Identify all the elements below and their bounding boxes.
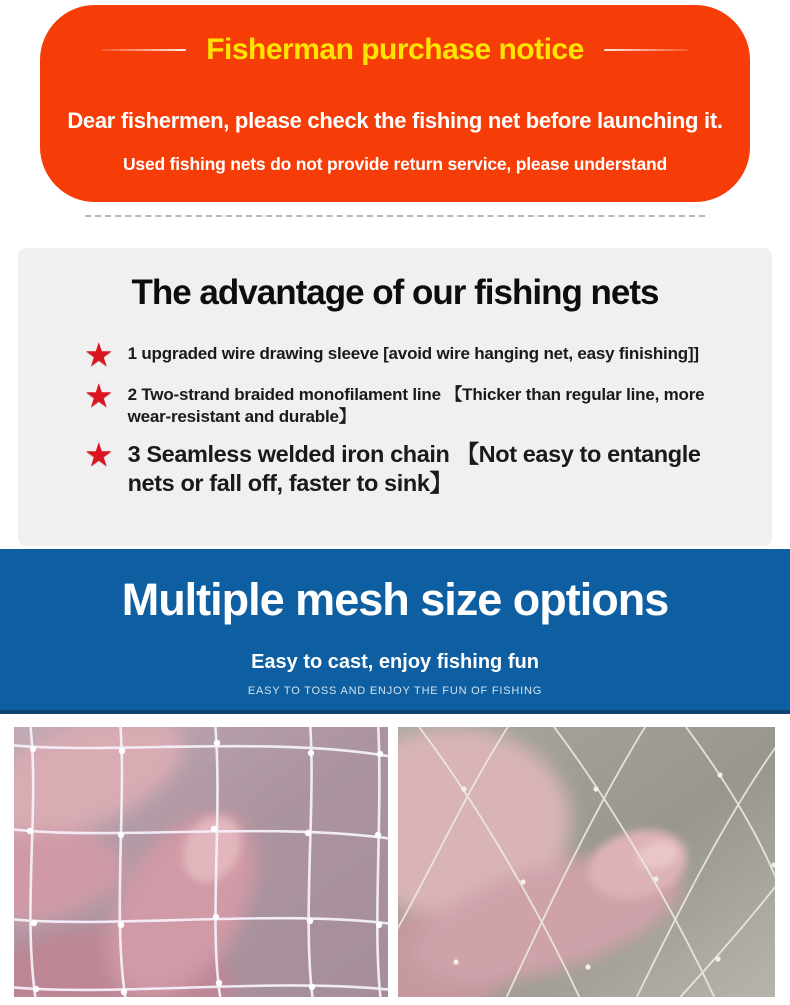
fisherman-notice-card xyxy=(40,5,750,202)
dashed-divider xyxy=(85,215,705,217)
advantages-list xyxy=(18,336,772,497)
advantages-heading: The advantage of our fishing nets xyxy=(131,273,659,312)
notice-line2: Used fishing nets do not provide return service, please understand xyxy=(122,154,667,174)
net-closeup-finger-gray-image xyxy=(398,727,775,997)
net-photo-right xyxy=(398,727,775,997)
notice-title-row xyxy=(40,5,750,67)
advantage-item-2-text: 2 Two-strand braided monofilament line 【Thicker than regular line, more wear-resistant and durable】 xyxy=(127,384,705,427)
star-icon: ★ xyxy=(84,336,114,373)
dash-line-left-icon xyxy=(102,49,186,51)
photo-row xyxy=(0,727,790,997)
advantage-item-3 xyxy=(84,435,720,497)
star-icon: ★ xyxy=(84,435,114,473)
star-icon: ★ xyxy=(84,376,114,414)
advantage-item-3-text: 3 Seamless welded iron chain 【Not easy to entangle nets or fall off, faster to sink】 xyxy=(127,440,701,496)
banner-tagline: EASY TO TOSS AND ENJOY THE FUN OF FISHING xyxy=(247,685,543,697)
banner-subtitle: Easy to cast, enjoy fishing fun xyxy=(251,651,539,673)
notice-title: Fisherman purchase notice xyxy=(206,33,584,66)
advantages-card xyxy=(18,248,772,546)
net-closeup-thumb-purple-image xyxy=(14,727,388,997)
advantage-item-1 xyxy=(84,336,720,373)
dash-line-right-icon xyxy=(604,49,688,51)
advantage-item-1-text: 1 upgraded wire drawing sleeve [avoid wire hanging net, easy finishing]] xyxy=(127,344,699,363)
mesh-size-banner xyxy=(0,549,790,714)
banner-title: Multiple mesh size options xyxy=(121,574,669,625)
notice-line1: Dear fishermen, please check the fishing net before launching it. xyxy=(67,108,723,133)
net-photo-left xyxy=(14,727,388,997)
advantage-item-2 xyxy=(84,376,720,429)
